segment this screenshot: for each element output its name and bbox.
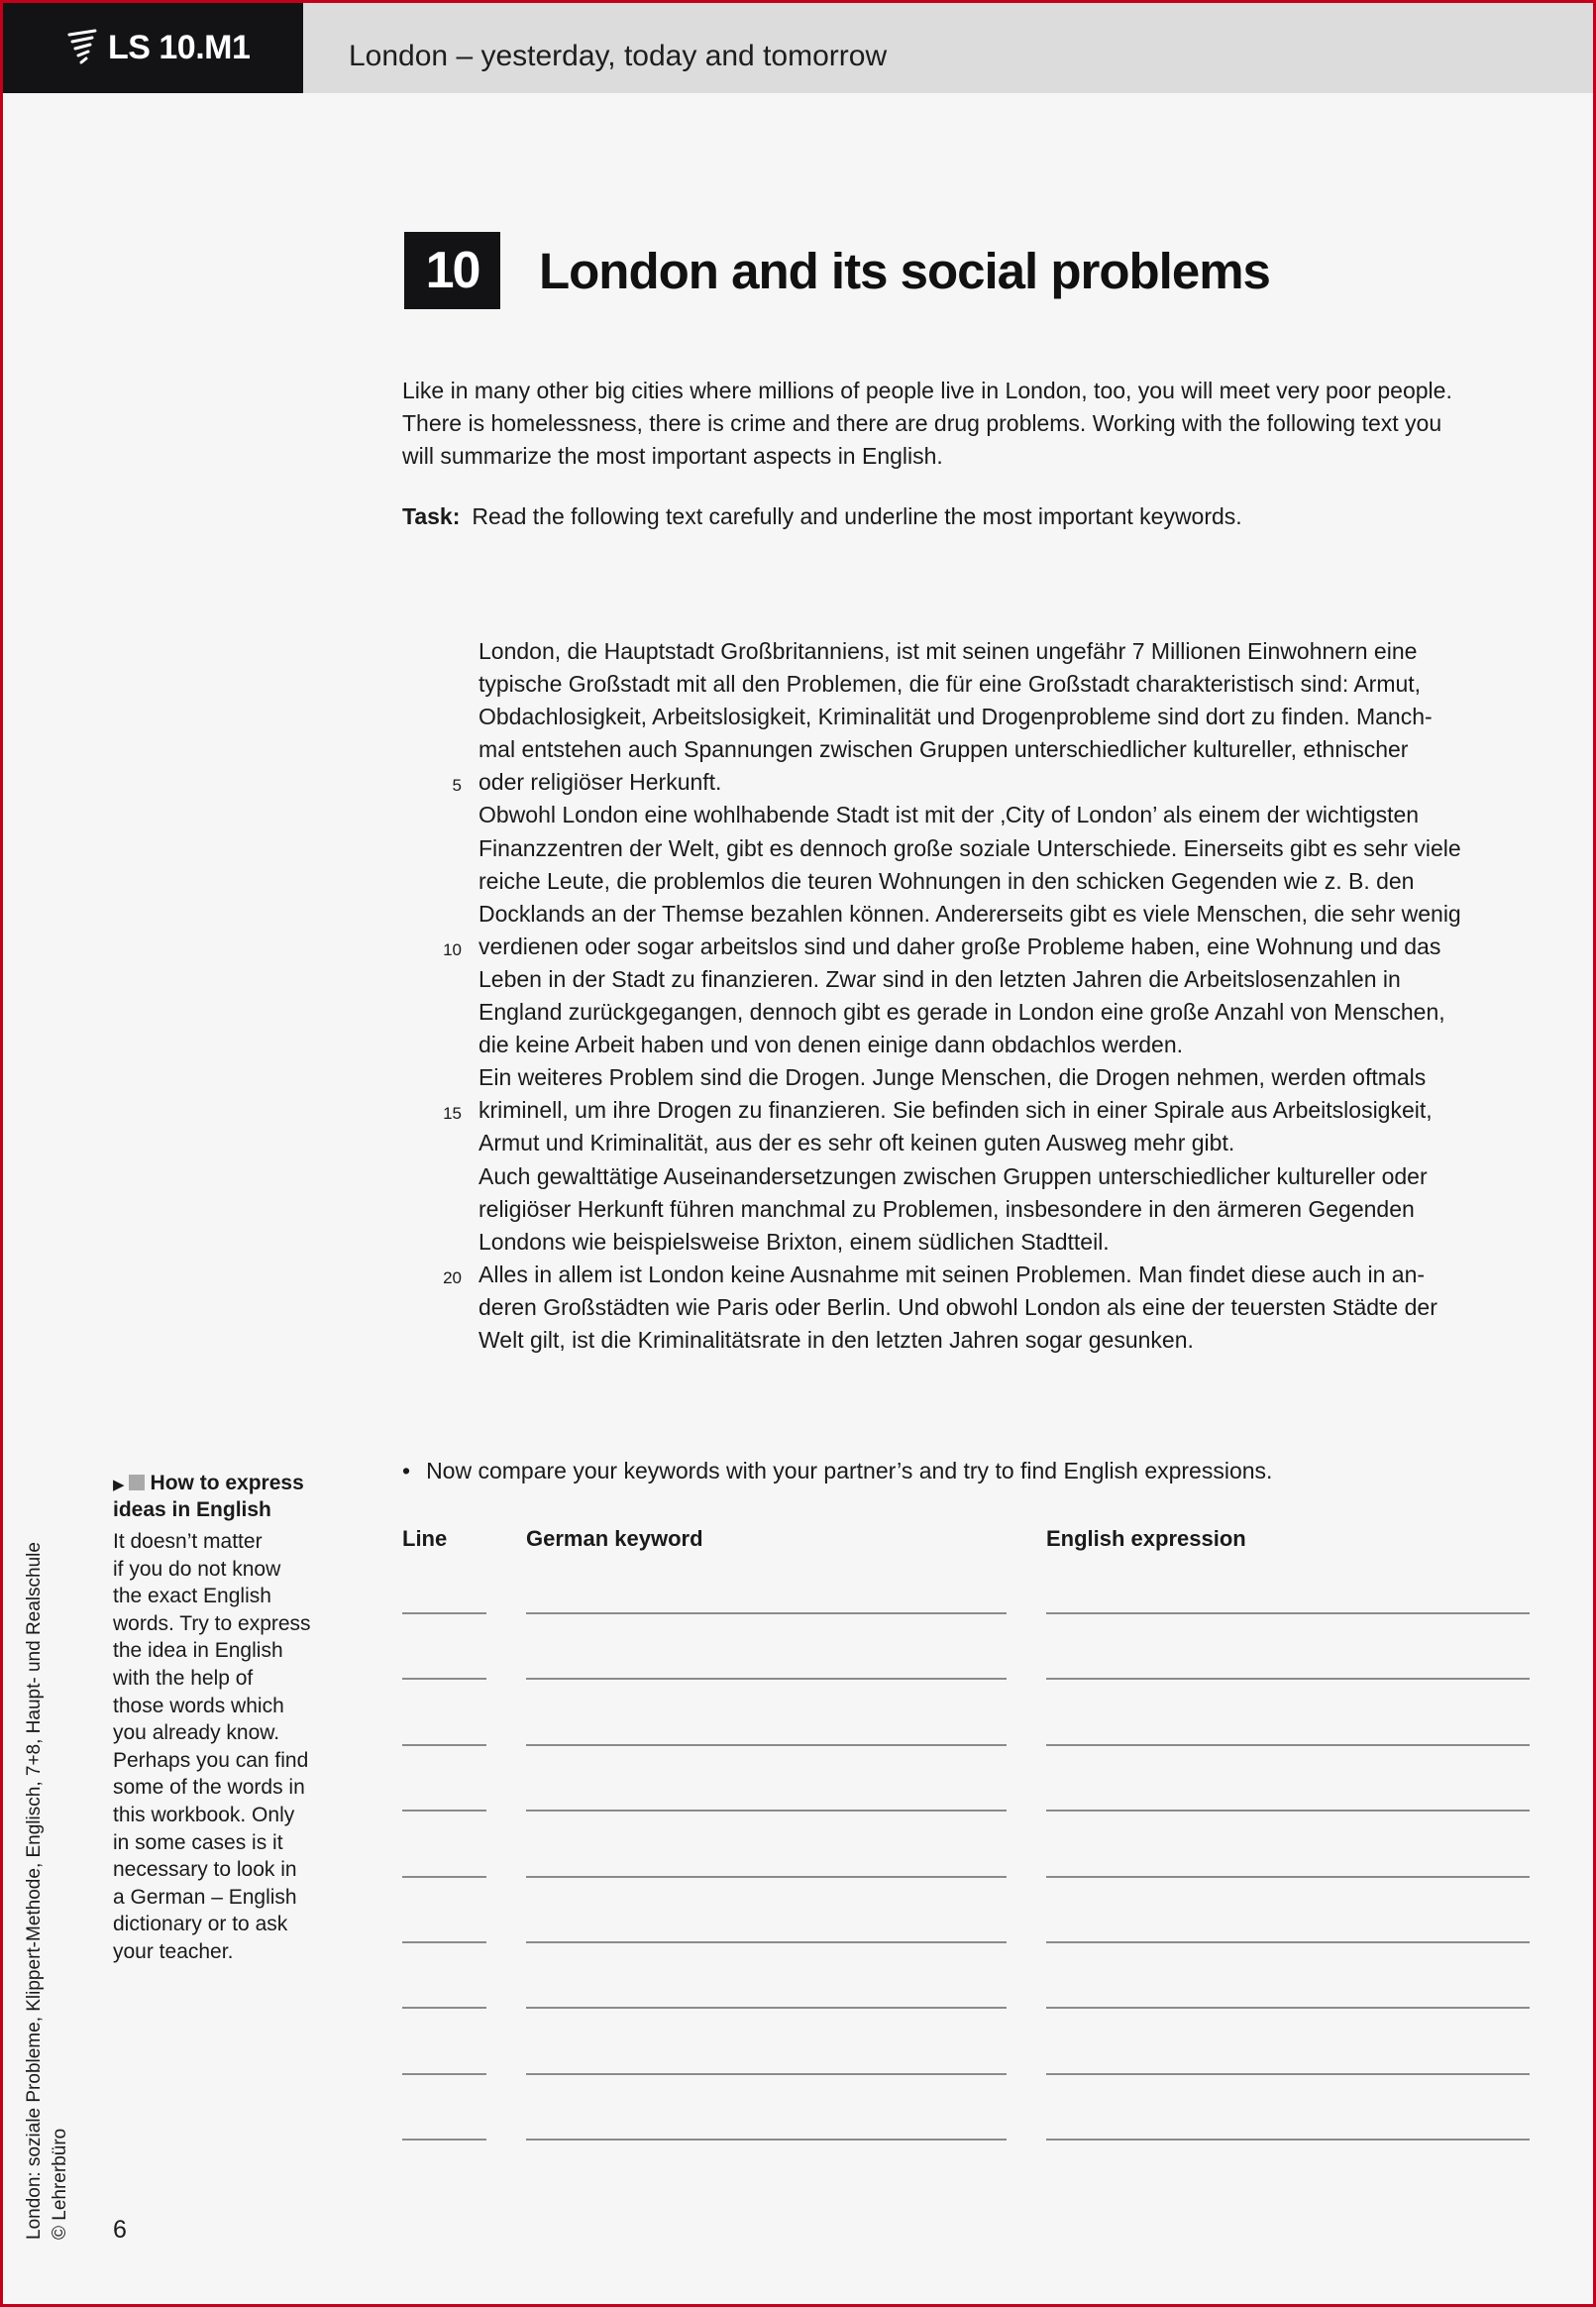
text-line bbox=[436, 898, 1545, 931]
german-keyword-blank[interactable] bbox=[526, 2007, 1007, 2009]
text-line bbox=[436, 996, 1545, 1029]
line-number: 15 bbox=[443, 1104, 462, 1124]
line-text: Obwohl London eine wohlhabende Stadt ist mit der ‚City of London’ als einem der wichtigsten bbox=[479, 802, 1420, 828]
text-line bbox=[436, 1029, 1545, 1061]
english-expression-blank[interactable] bbox=[1046, 2073, 1530, 2075]
line-text: mal entstehen auch Spannungen zwischen Gruppen unterschiedlicher kultureller, ethnischer bbox=[479, 736, 1409, 763]
tip-body-line: Perhaps you can find bbox=[113, 1748, 309, 1772]
intro-line: will summarize the most important aspects in English. bbox=[402, 443, 943, 469]
text-line bbox=[436, 1160, 1545, 1193]
line-text: Docklands an der Themse bezahlen können. Andererseits gibt es viele Menschen, die sehr wenig bbox=[479, 900, 1461, 927]
line-text: deren Großstädten wie Paris oder Berlin. Und obwohl London als eine der teuersten Städte der bbox=[479, 1293, 1437, 1320]
tip-body-line: some of the words in bbox=[113, 1776, 305, 1800]
tip-body-line: the exact English bbox=[113, 1585, 271, 1608]
text-line bbox=[436, 963, 1545, 996]
english-expression-blank[interactable] bbox=[1046, 2007, 1530, 2009]
credit-line: © Lehrerbüro bbox=[50, 2128, 70, 2240]
english-expression-blank[interactable] bbox=[1046, 1678, 1530, 1680]
lesson-code: LS 10.M1 bbox=[108, 29, 251, 66]
tip-body-line: words. Try to express bbox=[113, 1611, 311, 1635]
text-line bbox=[436, 799, 1545, 831]
english-expression-blank[interactable] bbox=[1046, 1810, 1530, 1812]
line-text: Welt gilt, ist die Kriminalitätsrate in den letzten Jahren sogar gesunken. bbox=[479, 1326, 1194, 1353]
line-blank[interactable] bbox=[402, 2073, 486, 2075]
line-text: Ein weiteres Problem sind die Drogen. Junge Menschen, die Drogen nehmen, werden oftmals bbox=[479, 1064, 1427, 1091]
tip-body-line: It doesn’t matter bbox=[113, 1530, 263, 1553]
german-keyword-blank[interactable] bbox=[526, 1810, 1007, 1812]
line-number: 10 bbox=[443, 939, 462, 959]
line-text: die keine Arbeit haben und von denen einige dann obdachlos werden. bbox=[479, 1032, 1184, 1058]
text-line bbox=[436, 1193, 1545, 1226]
line-blank[interactable] bbox=[402, 1678, 486, 1680]
tip-body-line: the idea in English bbox=[113, 1639, 283, 1663]
line-blank[interactable] bbox=[402, 1810, 486, 1812]
text-line bbox=[436, 1324, 1545, 1357]
line-text: London, die Hauptstadt Großbritanniens, ist mit seinen ungefähr 7 Millionen Einwohnern eine bbox=[479, 638, 1418, 664]
german-keyword-blank[interactable] bbox=[526, 1744, 1007, 1746]
line-text: England zurückgegangen, dennoch gibt es gerade in London eine große Anzahl von Menschen, bbox=[479, 999, 1445, 1026]
tip-body-line: necessary to look in bbox=[113, 1858, 297, 1882]
intro-line: There is homelessness, there is crime and there are drug problems. Working with the following text you bbox=[402, 410, 1442, 436]
text-line bbox=[436, 1094, 1545, 1127]
line-text: religiöser Herkunft führen manchmal zu Problemen, insbesondere in den ärmeren Gegenden bbox=[479, 1195, 1415, 1222]
reading-text bbox=[436, 635, 1545, 1357]
line-text: reiche Leute, die problemlos die teuren Wohnungen in den schicken Gegenden wie z. B. den bbox=[479, 867, 1415, 894]
line-blank[interactable] bbox=[402, 1876, 486, 1878]
english-expression-blank[interactable] bbox=[1046, 1612, 1530, 1614]
compare-instruction bbox=[402, 1458, 1272, 1484]
line-number: 20 bbox=[443, 1267, 462, 1287]
german-keyword-blank[interactable] bbox=[526, 1941, 1007, 1943]
column-header-german: German keyword bbox=[526, 1526, 703, 1551]
text-line bbox=[436, 1061, 1545, 1094]
text-line bbox=[436, 701, 1545, 733]
line-blank[interactable] bbox=[402, 2139, 486, 2141]
german-keyword-blank[interactable] bbox=[526, 1876, 1007, 1878]
intro-line: Like in many other big cities where millions of people live in London, too, you will meet very poor people. bbox=[402, 378, 1452, 403]
line-text: Armut und Kriminalität, aus der es sehr oft keinen guten Ausweg mehr gibt. bbox=[479, 1130, 1235, 1156]
line-text: Londons wie beispielsweise Brixton, einem südlichen Stadtteil. bbox=[479, 1228, 1110, 1255]
english-expression-blank[interactable] bbox=[1046, 1941, 1530, 1943]
tip-body bbox=[113, 1528, 336, 1966]
english-expression-blank[interactable] bbox=[1046, 1876, 1530, 1878]
line-blank[interactable] bbox=[402, 2007, 486, 2009]
tip-body-line: this workbook. Only bbox=[113, 1803, 295, 1826]
text-line bbox=[436, 1291, 1545, 1324]
tip-heading bbox=[113, 1471, 336, 1522]
german-keyword-blank[interactable] bbox=[526, 1678, 1007, 1680]
triangle-right-icon: ▶ bbox=[113, 1477, 125, 1493]
page-number: 6 bbox=[113, 2216, 127, 2244]
text-line bbox=[436, 1226, 1545, 1259]
text-line bbox=[436, 766, 1545, 799]
text-line bbox=[436, 635, 1545, 668]
line-text: Finanzzentren der Welt, gibt es dennoch große soziale Unterschiede. Einerseits gibt es sehr viele bbox=[479, 834, 1461, 861]
english-expression-blank[interactable] bbox=[1046, 2139, 1530, 2141]
task-instruction bbox=[402, 503, 1242, 530]
text-line bbox=[436, 1259, 1545, 1291]
german-keyword-blank[interactable] bbox=[526, 1612, 1007, 1614]
tip-body-line: your teacher. bbox=[113, 1939, 234, 1963]
tip-body-line: with the help of bbox=[113, 1666, 254, 1690]
text-line bbox=[436, 931, 1545, 963]
line-number: 5 bbox=[452, 776, 462, 796]
header-title: London – yesterday, today and tomorrow bbox=[349, 40, 888, 72]
tip-body-line: in some cases is it bbox=[113, 1830, 283, 1854]
line-blank[interactable] bbox=[402, 1744, 486, 1746]
line-text: verdienen oder sogar arbeitslos sind und daher große Probleme haben, eine Wohnung und das bbox=[479, 933, 1441, 959]
tip-body-line: you already know. bbox=[113, 1721, 280, 1745]
task-label: Task: bbox=[402, 503, 461, 529]
tip-body-line: a German – English bbox=[113, 1885, 297, 1909]
text-line bbox=[436, 832, 1545, 865]
line-text: Alles in allem ist London keine Ausnahme mit seinen Problemen. Man findet diese auch in an- bbox=[479, 1261, 1426, 1287]
line-text: Obdachlosigkeit, Arbeitslosigkeit, Kriminalität und Drogenprobleme sind dort zu finden. Manch- bbox=[479, 704, 1433, 730]
page-title: London and its social problems bbox=[539, 243, 1270, 299]
tip-body-line: dictionary or to ask bbox=[113, 1913, 288, 1936]
line-text: oder religiöser Herkunft. bbox=[479, 769, 722, 796]
german-keyword-blank[interactable] bbox=[526, 2139, 1007, 2141]
english-expression-blank[interactable] bbox=[1046, 1744, 1530, 1746]
tip-heading-line: How to express bbox=[150, 1472, 304, 1494]
task-text: Read the following text carefully and underline the most important keywords. bbox=[472, 503, 1242, 529]
text-line bbox=[436, 1127, 1545, 1159]
text-line bbox=[436, 865, 1545, 898]
tip-body-line: those words which bbox=[113, 1694, 284, 1717]
header-badge bbox=[3, 3, 303, 93]
gray-square-icon bbox=[129, 1475, 145, 1490]
text-line bbox=[436, 668, 1545, 701]
copyright-credit bbox=[22, 1542, 73, 2240]
line-blank[interactable] bbox=[402, 1612, 486, 1614]
line-text: Auch gewalttätige Auseinandersetzungen zwischen Gruppen unterschiedlicher kultureller oder bbox=[479, 1162, 1428, 1189]
german-keyword-blank[interactable] bbox=[526, 2073, 1007, 2075]
bullet: • bbox=[402, 1458, 411, 1483]
intro-paragraph bbox=[402, 375, 1542, 473]
column-header-english: English expression bbox=[1046, 1526, 1246, 1551]
line-text: Leben in der Stadt zu finanzieren. Zwar sind in den letzten Jahren die Arbeitslosenzahlen in bbox=[479, 965, 1401, 992]
line-text: typische Großstadt mit all den Problemen, die für eine Großstadt charakteristisch sind: Armut, bbox=[479, 671, 1422, 698]
text-line bbox=[436, 733, 1545, 766]
tornado-logo-icon bbox=[66, 29, 98, 68]
tip-body-line: if you do not know bbox=[113, 1557, 281, 1581]
section-number: 10 bbox=[404, 232, 500, 309]
tip-box bbox=[113, 1471, 336, 1966]
line-text: kriminell, um ihre Drogen zu finanzieren. Sie befinden sich in einer Spirale aus Arbeitslosigkeit, bbox=[479, 1097, 1433, 1124]
column-header-line: Line bbox=[402, 1526, 448, 1551]
line-blank[interactable] bbox=[402, 1941, 486, 1943]
credit-line: London: soziale Probleme, Klippert-Methode, Englisch, 7+8, Haupt- und Realschule bbox=[24, 1542, 45, 2240]
tip-heading-line: ideas in English bbox=[113, 1498, 271, 1521]
compare-text: Now compare your keywords with your partner’s and try to find English expressions. bbox=[426, 1458, 1273, 1483]
